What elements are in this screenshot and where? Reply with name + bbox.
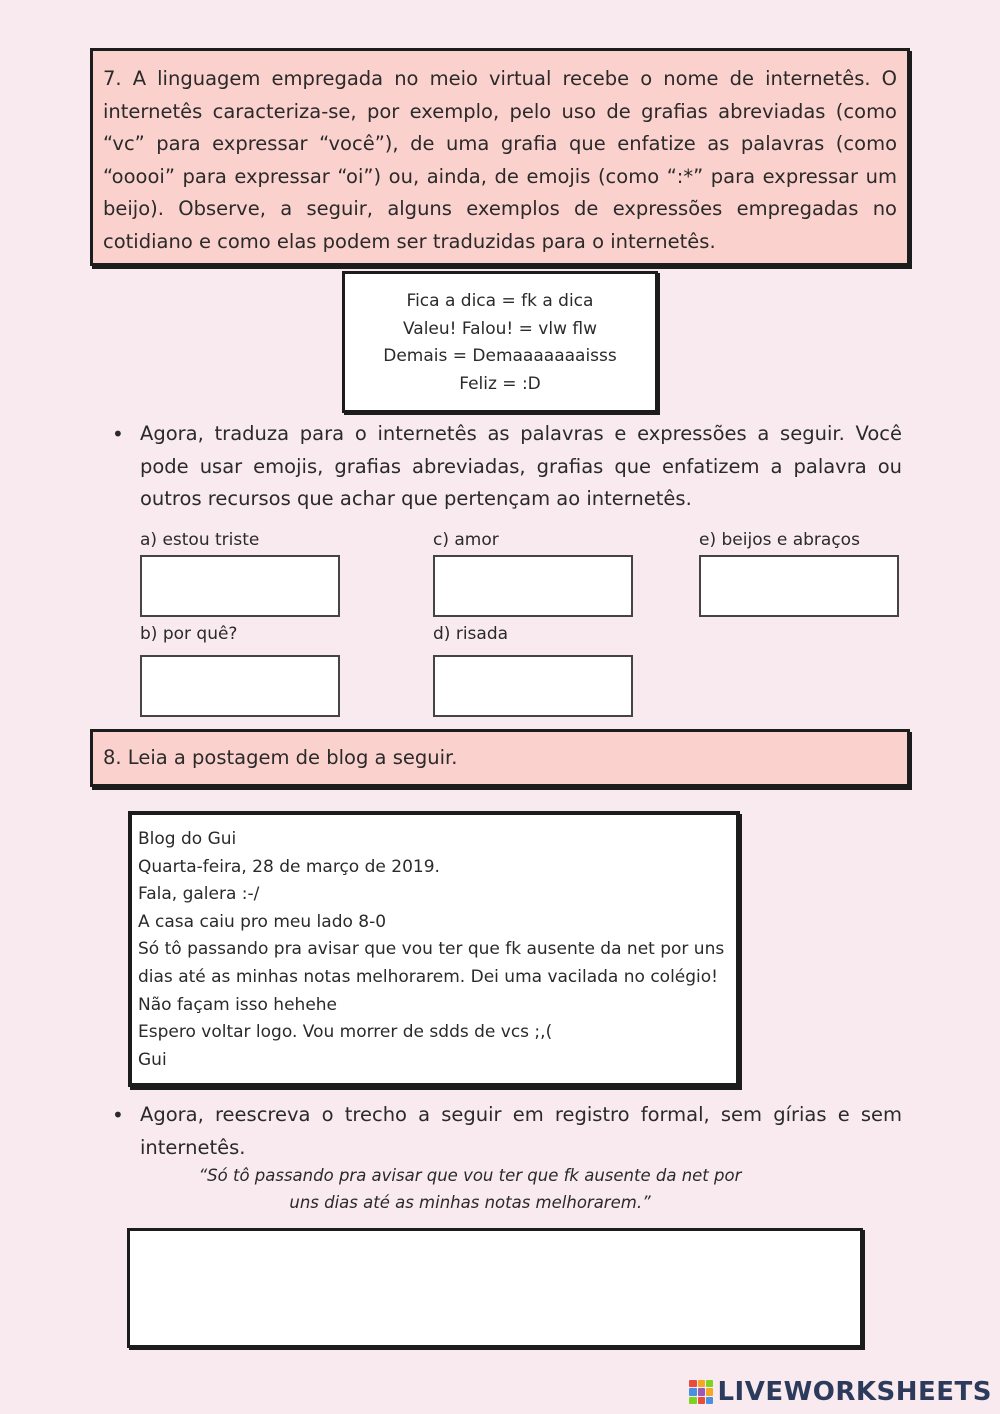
blog-line: Fala, galera :-/ (138, 884, 260, 905)
answer-e-field[interactable] (699, 555, 899, 617)
bullet-icon: • (112, 422, 124, 446)
example-line: Demais = Demaaaaaaaisss (383, 346, 617, 366)
blog-line: dias até as minhas notas melhorarem. Dei uma vacilada no colégio! (138, 966, 718, 987)
quote-line-2: uns dias até as minhas notas melhorarem.” (289, 1193, 651, 1212)
label-d: d) risada (433, 624, 509, 644)
instruction-translate (112, 418, 902, 516)
example-line: Fica a dica = fk a dica (406, 291, 594, 311)
blog-post-box (128, 811, 740, 1087)
answer-c-field[interactable] (433, 555, 633, 617)
logo-grid-icon (689, 1380, 713, 1404)
blog-line: A casa caiu pro meu lado 8-0 (138, 911, 387, 932)
blog-line: Espero voltar logo. Vou morrer de sdds de vcs ;,( (138, 1022, 553, 1043)
answer-b-field[interactable] (140, 655, 340, 717)
logo-text: LIVEWORKSHEETS (717, 1377, 992, 1407)
label-c: c) amor (433, 530, 499, 550)
blog-line: Só tô passando pra avisar que vou ter que fk ausente da net por uns (138, 939, 725, 960)
label-b: b) por quê? (140, 624, 238, 644)
question-8-text: 8. Leia a postagem de blog a seguir. (103, 746, 458, 769)
blog-line: Gui (138, 1049, 167, 1070)
rewrite-answer-field[interactable] (127, 1228, 863, 1348)
blog-line: Blog do Gui (138, 829, 237, 849)
instruction-rewrite (112, 1099, 902, 1164)
examples-box (342, 271, 658, 413)
instruction-rewrite-text: Agora, reescreva o trecho a seguir em registro formal, sem gírias e sem internetês. (140, 1103, 902, 1159)
answer-a-field[interactable] (140, 555, 340, 617)
instruction-translate-text: Agora, traduza para o internetês as palavras e expressões a seguir. Você pode usar emojis, grafias abreviadas, grafias que enfatizem a palavra ou outros recursos que achar que pertençam ao internetês. (140, 422, 902, 510)
liveworksheets-logo (689, 1374, 992, 1410)
label-a: a) estou triste (140, 530, 260, 550)
label-e: e) beijos e abraços (699, 530, 860, 550)
question-8-box (90, 729, 910, 787)
blog-line: Não façam isso hehehe (138, 994, 338, 1015)
bullet-icon: • (112, 1103, 124, 1127)
blog-line: Quarta-feira, 28 de março de 2019. (138, 856, 440, 877)
question-7-box (90, 48, 910, 266)
example-line: Feliz = :D (459, 373, 541, 394)
quote-line-1: “Só tô passando pra avisar que vou ter que fk ausente da net por (198, 1166, 742, 1185)
answer-d-field[interactable] (433, 655, 633, 717)
example-line: Valeu! Falou! = vlw flw (402, 318, 597, 339)
question-7-text: 7. A linguagem empregada no meio virtual recebe o nome de internetês. O internetês caracteriza-se, por exemplo, pelo uso de grafias abreviadas (como “vc” para expressar “você”), de uma grafia que enfatize as palavras (como “ooooi” para expressar “oi”) ou, ainda, de emojis (como “:*” para expressar um beijo). Observe, a seguir, alguns exemplos de expressões empregadas no cotidiano e como elas podem ser traduzidas para o internetês. (103, 67, 897, 253)
quote-excerpt (140, 1162, 800, 1216)
